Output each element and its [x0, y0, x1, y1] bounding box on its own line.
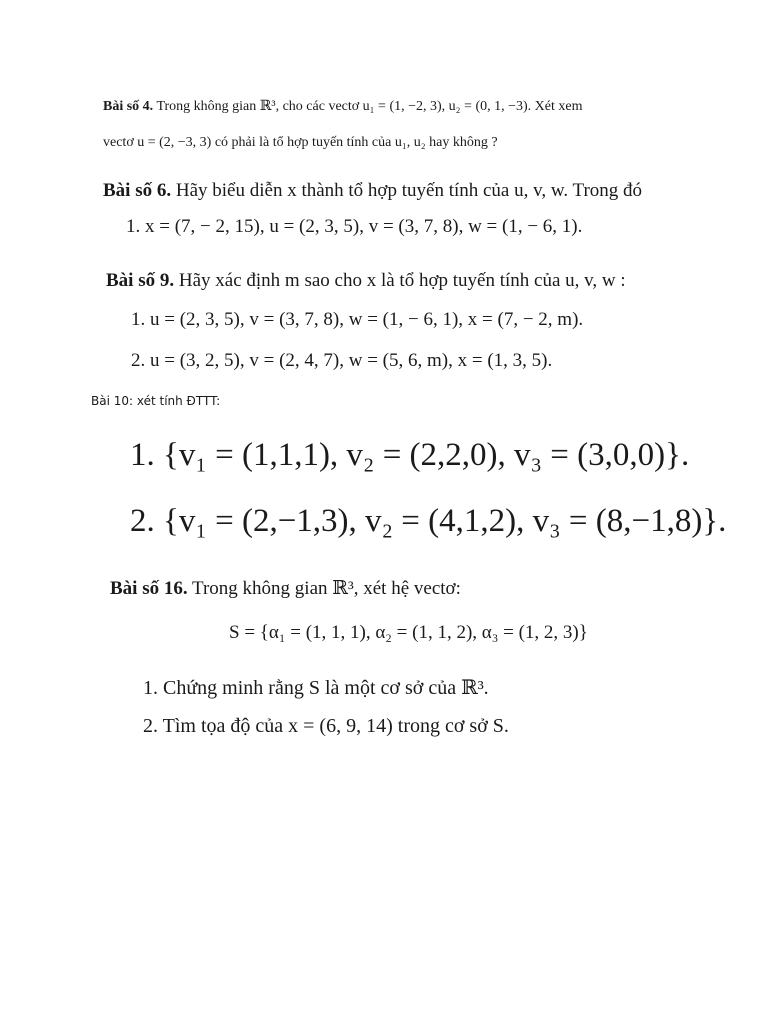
exercise-16-statement: Trong không gian ℝ³, xét hệ vectơ: [192, 578, 461, 599]
exercise-16-line1 [110, 577, 461, 600]
exercise-9-line1 [106, 270, 626, 292]
exercise-6-statement: Hãy biểu diễn x thành tổ hợp tuyến tính của u, v, w. Trong đó [175, 180, 643, 201]
exercise-10-item1: 1. {v₁ = (1,1,1), v₂ = (2,2,0), v₃ = (3,0,0)}. [130, 437, 690, 473]
exercise-6-line1 [103, 180, 642, 202]
exercise-10-heading: Bài 10: xét tính ĐTTT: [91, 394, 221, 408]
exercise-4-heading: Bài số 4. [103, 99, 154, 114]
exercise-16-heading: Bài số 16. [110, 578, 188, 599]
exercise-16-item1: 1. Chứng minh rằng S là một cơ sở của ℝ³. [143, 677, 489, 699]
exercise-6-item1: 1. x = (7, − 2, 15), u = (2, 3, 5), v = (3, 7, 8), w = (1, − 6, 1). [126, 216, 583, 237]
exercise-16-item2: 2. Tìm tọa độ của x = (6, 9, 14) trong cơ sở S. [143, 715, 509, 737]
exercise-4-line2: vectơ u = (2, −3, 3) có phải là tổ hợp tuyến tính của u₁, u₂ hay không ? [103, 135, 498, 150]
exercise-9-heading: Bài số 9. [106, 270, 175, 291]
exercise-9-item1: 1. u = (2, 3, 5), v = (3, 7, 8), w = (1, − 6, 1), x = (7, − 2, m). [131, 309, 584, 330]
exercise-6-heading: Bài số 6. [103, 180, 172, 201]
exercise-9-statement: Hãy xác định m sao cho x là tổ hợp tuyến tính của u, v, w : [178, 270, 626, 291]
exercise-10-item2: 2. {v₁ = (2,−1,3), v₂ = (4,1,2), v₃ = (8,−1,8)}. [130, 503, 727, 539]
exercise-4-line1 [103, 98, 582, 115]
exercise-16-set: S = {α₁ = (1, 1, 1), α₂ = (1, 1, 2), α₃ = (1, 2, 3)} [229, 622, 588, 643]
exercise-9-item2: 2. u = (3, 2, 5), v = (2, 4, 7), w = (5, 6, m), x = (1, 3, 5). [131, 350, 553, 371]
exercise-4-text: Trong không gian ℝ³, cho các vectơ u₁ = (1, −2, 3), u₂ = (0, 1, −3). Xét xem [156, 99, 583, 114]
